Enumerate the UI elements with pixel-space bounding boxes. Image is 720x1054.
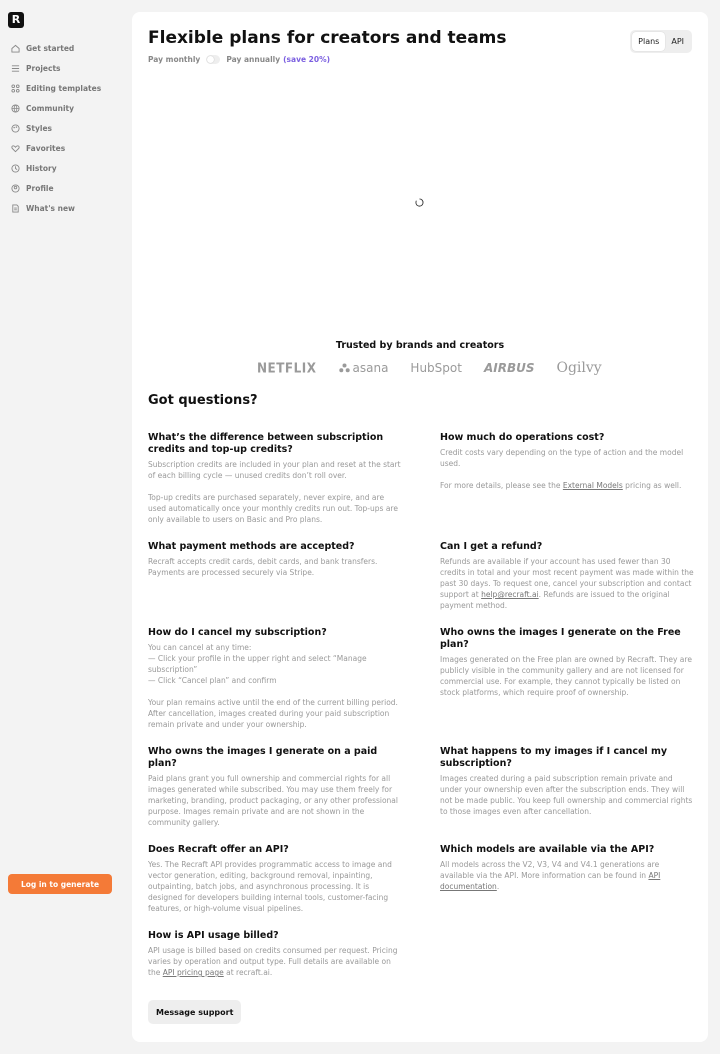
api-documentation-link[interactable]: API documentation <box>440 871 661 891</box>
faq-question: What happens to my images if I cancel my subscription? <box>440 746 668 769</box>
sidebar-item-profile[interactable] <box>10 178 101 198</box>
sidebar-item-label: History <box>26 163 57 173</box>
airbus-logo: AIRBUS <box>483 361 535 375</box>
sidebar-item-label: Community <box>26 103 75 113</box>
asana-logo <box>339 361 389 375</box>
home-icon <box>10 43 20 53</box>
faq-answer-text: . <box>496 882 500 891</box>
tab-api[interactable]: API <box>665 32 690 51</box>
faq-question: Who owns the images I generate on a paid plan? <box>148 746 378 769</box>
login-button[interactable]: Log in to generate <box>8 874 112 894</box>
faq-item <box>440 844 694 892</box>
support-email-link[interactable]: help@recraft.ai <box>481 590 539 599</box>
faq-item <box>148 930 402 978</box>
faq-question: How do I cancel my subscription? <box>148 627 327 638</box>
faq-answer <box>440 556 694 611</box>
faq-question: How is API usage billed? <box>148 930 279 941</box>
faq-answer <box>148 945 402 978</box>
faq-item <box>440 746 694 817</box>
faq-item <box>148 541 402 578</box>
hubspot-logo: HubSpot <box>410 361 462 375</box>
recraft-logo[interactable]: R <box>8 12 24 28</box>
loading-spinner-icon <box>415 198 424 207</box>
asana-dots-icon <box>339 363 350 373</box>
sidebar-item-community[interactable] <box>10 98 101 118</box>
ogilvy-logo: Ogilvy <box>556 360 602 376</box>
faq-item <box>148 432 402 525</box>
list-icon <box>10 63 20 73</box>
document-icon <box>10 203 20 213</box>
faq-item <box>440 627 694 698</box>
faq-item <box>440 541 694 611</box>
sidebar-item-get-started[interactable] <box>10 38 101 58</box>
api-pricing-link[interactable]: API pricing page <box>162 968 224 977</box>
faq-answer: Subscription credits are included in your plan and reset at the start of each billing cycle — unused credits don’t roll over. Top-up credits are purchased separately, never expire, and are used automatically once your monthly credits run out. Top-ups are only available to users on Basic and Pro plans. <box>148 460 401 524</box>
faq-answer-text: . Refunds are issued to the original payment method. <box>440 590 670 610</box>
faq-answer-text: API usage is billed based on credits consumed per request. Pricing varies by operation and output type. Full details are available on the <box>148 946 398 977</box>
sidebar-item-projects[interactable] <box>10 58 101 78</box>
netflix-logo: NETFLIX <box>257 360 317 376</box>
faq-answer: Yes. The Recraft API provides programmatic access to image and vector generation, editing, background removal, inpainting, outpainting, batch jobs, and asynchronous processing. It is designed for developers building internal tools, customer-facing features, or high-volume visual pipelines. <box>148 860 392 913</box>
trusted-title: Trusted by brands and creators <box>335 340 505 351</box>
faq-question: Who owns the images I generate on the Free plan? <box>440 627 681 650</box>
sidebar-nav <box>10 38 101 218</box>
faq-question: Can I get a refund? <box>440 541 543 552</box>
pay-annually-label: Pay annually <box>226 55 281 64</box>
globe-icon <box>10 103 20 113</box>
heart-icon <box>10 143 20 153</box>
faq-answer <box>440 859 694 892</box>
sidebar-item-label: Editing templates <box>26 83 102 93</box>
faq-answer: Paid plans grant you full ownership and commercial rights for all images generated while subscribed. You may use them freely for marketing, branding, product packaging, or any other professional purpose. Images remain private and are not shown in the community gallery. <box>148 774 398 827</box>
sidebar-item-styles[interactable] <box>10 118 101 138</box>
plans-api-switch <box>630 30 692 53</box>
faq-question: Does Recraft offer an API? <box>148 844 289 855</box>
faq-answer-text: at recraft.ai. <box>223 968 273 977</box>
sidebar-item-editing-templates[interactable] <box>10 78 101 98</box>
sidebar-item-label: What's new <box>26 203 75 213</box>
sidebar-item-label: Projects <box>26 63 61 73</box>
external-models-link[interactable]: External Models <box>562 481 623 490</box>
sidebar-item-label: Get started <box>26 43 75 53</box>
faq-answer: Images generated on the Free plan are owned by Recraft. They are publicly visible in the community gallery and are not licensed for commercial use. For example, they cannot typically be listed on stock platforms, which require proof of ownership. <box>440 655 692 697</box>
history-icon <box>10 163 20 173</box>
grid-icon <box>10 83 20 93</box>
faq-answer-text: All models across the V2, V3, V4 and V4.1 generations are available via the API. More information can be found in <box>440 860 660 880</box>
sidebar-item-label: Styles <box>26 123 52 133</box>
sidebar-item-label: Favorites <box>26 143 66 153</box>
faq-answer: Recraft accepts credit cards, debit cards, and bank transfers. Payments are processed securely via Stripe. <box>148 557 378 577</box>
faq-title: Got questions? <box>148 393 258 408</box>
tab-plans[interactable]: Plans <box>632 32 665 51</box>
faq-question: Which models are available via the API? <box>440 844 655 855</box>
faq-answer <box>440 447 694 491</box>
billing-switch[interactable] <box>206 55 220 64</box>
sidebar-item-history[interactable] <box>10 158 101 178</box>
faq-question: What’s the difference between subscription credits and top-up credits? <box>148 432 384 455</box>
page-title: Flexible plans for creators and teams <box>148 28 507 48</box>
sidebar-item-label: Profile <box>26 183 54 193</box>
faq-item <box>148 746 402 828</box>
faq-answer: You can cancel at any time: — Click your profile in the upper right and select “Manage subscription” — Click “Cancel plan” and confirm Your plan remains active until the end of the current billing period. After cancellation, images created during your paid subscription remain private and under your ownership. <box>148 643 398 729</box>
palette-icon <box>10 123 20 133</box>
faq-answer: Images created during a paid subscription remain private and under your ownership even after the subscription ends. They will not be made public. You keep full ownership and commercial rights to those images even after cancellation. <box>440 774 693 816</box>
faq-item <box>148 627 402 730</box>
sidebar-item-favorites[interactable] <box>10 138 101 158</box>
billing-toggle-row <box>148 55 330 64</box>
faq-question: How much do operations cost? <box>440 432 605 443</box>
user-icon <box>10 183 20 193</box>
message-support-button[interactable]: Message support <box>148 1000 241 1024</box>
faq-item <box>440 432 694 491</box>
asana-wordmark: asana <box>352 361 389 375</box>
faq-answer-text: pricing as well. <box>622 481 682 490</box>
faq-answer-text: Credit costs vary depending on the type of action and the model used. For more details, please see the <box>440 448 684 490</box>
faq-item <box>148 844 402 914</box>
faq-answer-text: Refunds are available if your account has used fewer than 30 credits in total and your most recent payment was made within the past 30 days. To request one, cancel your subscription and contact support at <box>440 557 694 599</box>
sidebar <box>0 0 124 1054</box>
sidebar-item-whats-new[interactable] <box>10 198 101 218</box>
pay-monthly-label: Pay monthly <box>148 55 201 64</box>
save-badge: (save 20%) <box>283 55 331 64</box>
faq-question: What payment methods are accepted? <box>148 541 355 552</box>
main-panel <box>132 12 708 1042</box>
brand-logos <box>257 360 602 376</box>
